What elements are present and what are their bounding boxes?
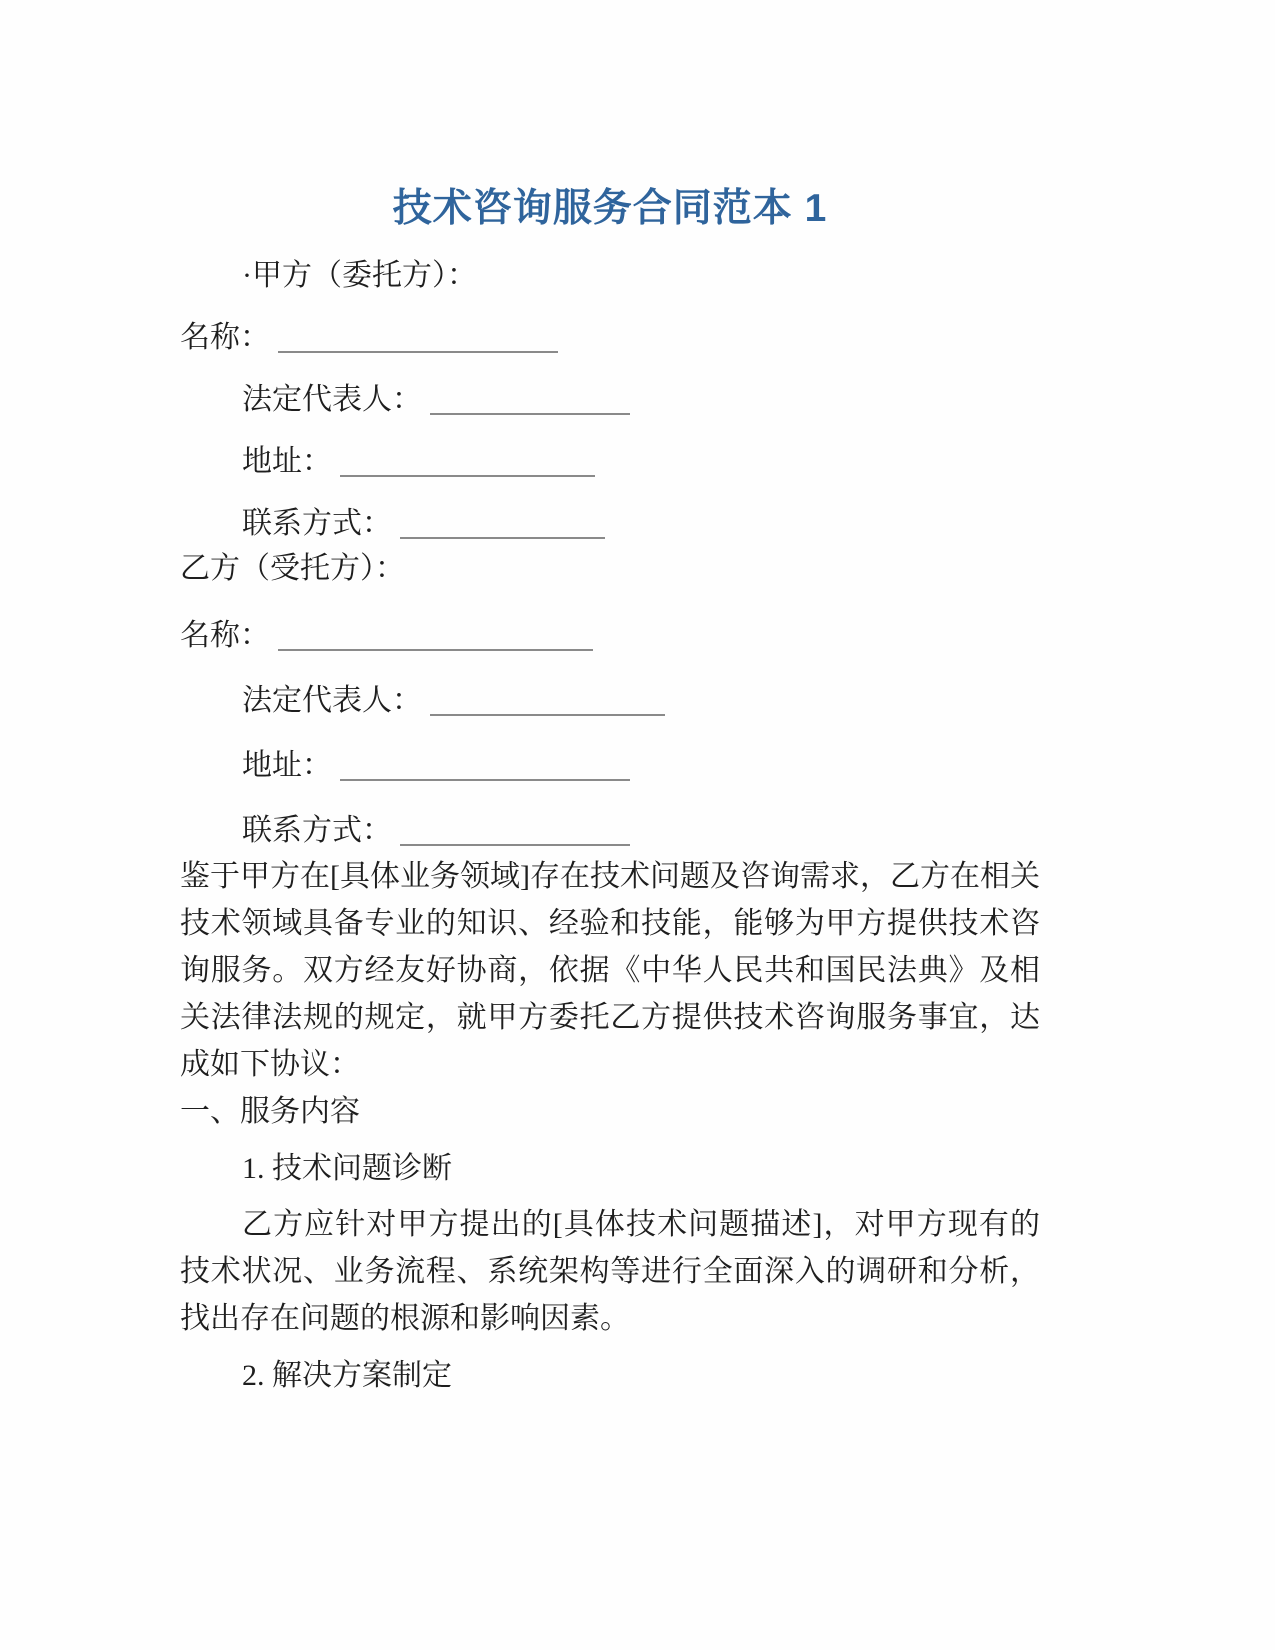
party-a-legal-rep-blank-line bbox=[430, 383, 630, 415]
party-a-legal-rep-label: 法定代表人： bbox=[242, 383, 422, 416]
party-b-legal-rep-row bbox=[180, 678, 1040, 723]
party-b-contact-row bbox=[180, 808, 1040, 853]
party-b-name-blank-line bbox=[278, 619, 593, 651]
party-a-address-blank-line bbox=[340, 445, 595, 477]
clause-1-body: 乙方应针对甲方提出的[具体技术问题描述]，对甲方现有的技术状况、业务流程、系统架构等进行全面深入的调研和分析，找出存在问题的根源和影响因素。 bbox=[180, 1208, 1040, 1335]
party-a-contact-row bbox=[180, 501, 1040, 546]
party-b-contact-blank-line bbox=[400, 814, 630, 846]
party-b-heading: 乙方（受托方）： bbox=[180, 552, 405, 585]
section-1-heading: 一、服务内容 bbox=[180, 1095, 360, 1128]
clause-1-title: 1. 技术问题诊断 bbox=[242, 1152, 452, 1185]
document-content bbox=[180, 0, 1040, 1399]
party-a-name-label: 名称： bbox=[180, 321, 270, 354]
party-b-address-label: 地址： bbox=[242, 749, 332, 782]
party-a-address-row bbox=[180, 439, 1040, 484]
document-title: 技术咨询服务合同范本 1 bbox=[392, 187, 828, 230]
party-a-name-blank-line bbox=[278, 321, 558, 353]
party-b-name-label: 名称： bbox=[180, 619, 270, 652]
clause-2-title: 2. 解决方案制定 bbox=[242, 1359, 452, 1392]
party-a-address-label: 地址： bbox=[242, 445, 332, 478]
party-b-legal-rep-label: 法定代表人： bbox=[242, 684, 422, 717]
party-b-name-row bbox=[180, 613, 1040, 658]
party-a-legal-rep-row bbox=[180, 377, 1040, 422]
party-b-address-blank-line bbox=[340, 749, 630, 781]
party-a-heading: ·甲方（委托方）： bbox=[242, 259, 477, 292]
party-b-address-row bbox=[180, 743, 1040, 788]
party-a-contact-blank-line bbox=[400, 507, 605, 539]
party-b-legal-rep-blank-line bbox=[430, 684, 665, 716]
party-b-contact-label: 联系方式： bbox=[242, 814, 392, 847]
party-a-contact-label: 联系方式： bbox=[242, 507, 392, 540]
contract-preamble: 鉴于甲方在[具体业务领域]存在技术问题及咨询需求，乙方在相关技术领域具备专业的知识、经验和技能，能够为甲方提供技术咨询服务。双方经友好协商，依据《中华人民共和国民法典》及相关法律法规的规定，就甲方委托乙方提供技术咨询服务事宜，达成如下协议： bbox=[180, 860, 1040, 1081]
party-a-name-row bbox=[180, 315, 1040, 360]
